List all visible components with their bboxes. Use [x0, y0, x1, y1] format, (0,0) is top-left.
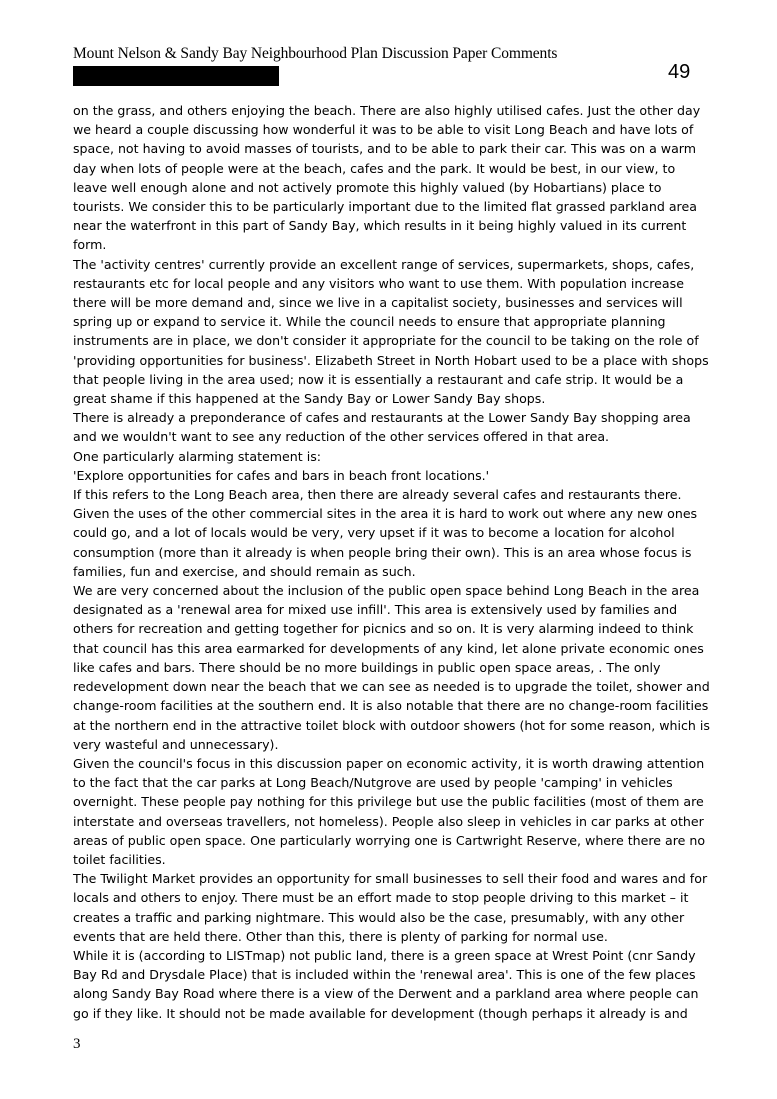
- paragraph: While it is (according to LISTmap) not public land, there is a green space at Wrest Point (cnr Sandy Bay Rd and Drysdale Place) that is included within the 'renewal area'. This is one of the few places along Sandy Bay Road where there is a view of the Derwent and a parkland area where people can go if they like. It should not be made available for development (though perhaps it already is and: [73, 947, 699, 1021]
- paragraph: 'Explore opportunities for cafes and bars in beach front locations.': [73, 467, 490, 483]
- paragraph: on the grass, and others enjoying the beach. There are also highly utilised cafes. Just the other day we heard a couple discussing how wonderful it was to be able to visit Long Beach and have lots of space, not having to avoid masses of tourists, and to be able to park their car. This was on a warm day when lots of people were at the beach, cafes and the park. It would be best, in our view, to leave well enough alone and not actively promote this highly valued (by Hobartians) place to tourists. We consider this to be particularly important due to the limited flat grassed parkland area near the waterfront in this part of Sandy Bay, which results in it being highly valued in its current form.: [73, 103, 701, 253]
- paragraph: There is already a preponderance of cafes and restaurants at the Lower Sandy Bay shopping area and we wouldn't want to see any reduction of the other services offered in that area.: [73, 410, 691, 445]
- page-number-stamp: 49: [668, 61, 691, 83]
- paragraph: We are very concerned about the inclusion of the public open space behind Long Beach in the area designated as a 'renewal area for mixed use infill'. This area is extensively used by families and others for recreation and getting together for picnics and so on. It is very alarming indeed to think that council has this area earmarked for developments of any kind, let alone private economic ones like cafes and bars. There should be no more buildings in public open space areas, . The only redevelopment down near the beach that we can see as needed is to upgrade the toilet, shower and change-room facilities at the southern end. It is also notable that there are no change-room facilities at the northern end in the attractive toilet block with outdoor showers (hot for some reason, which is very wasteful and unnecessary).: [73, 583, 710, 752]
- paragraph: The 'activity centres' currently provide an excellent range of services, supermarkets, shops, cafes, restaurants etc for local people and any visitors who want to use them. With population increase there will be more demand and, since we live in a capitalist society, businesses and services will spring up or expand to service it. While the council needs to ensure that appropriate planning instruments are in place, we don't consider it appropriate for the council to be taking on the role of 'providing opportunities for business'. Elizabeth Street in North Hobart used to be a place with shops that people living in the area used; now it is essentially a restaurant and cafe strip. It would be a great shame if this happened at the Sandy Bay or Lower Sandy Bay shops.: [73, 256, 709, 407]
- paragraph: If this refers to the Long Beach area, then there are already several cafes and restaurants there. Given the uses of the other commercial sites in the area it is hard to work out where any new ones could go, and a lot of locals would be very, very upset if it was to become a location for alcohol consumption (more than it already is when people bring their own). This is an area whose focus is families, fun and exercise, and should remain as such.: [73, 487, 698, 579]
- paragraph: The Twilight Market provides an opportunity for small businesses to sell their food and wares and for locals and others to enjoy. There must be an effort made to stop people driving to this market – it creates a traffic and parking nightmare. This would also be the case, presumably, with any other events that are held there. Other than this, there is plenty of parking for normal use.: [73, 871, 708, 944]
- paragraph: One particularly alarming statement is:: [73, 448, 322, 464]
- paragraph: Given the council's focus in this discussion paper on economic activity, it is worth drawing attention to the fact that the car parks at Long Beach/Nutgrove are used by people 'camping' in vehicles overnight. These people pay nothing for this privilege but use the public facilities (most of them are interstate and overseas travellers, not homeless). People also sleep in vehicles in car parks at other areas of public open space. One particularly worrying one is Cartwright Reserve, where there are no toilet facilities.: [73, 755, 706, 867]
- document-header-title: Mount Nelson & Sandy Bay Neighbourhood Plan Discussion Paper Comments: [73, 45, 558, 62]
- redaction-bar: [73, 66, 279, 86]
- footer-page-number: 3: [73, 1036, 81, 1052]
- body-text: [73, 101, 713, 1023]
